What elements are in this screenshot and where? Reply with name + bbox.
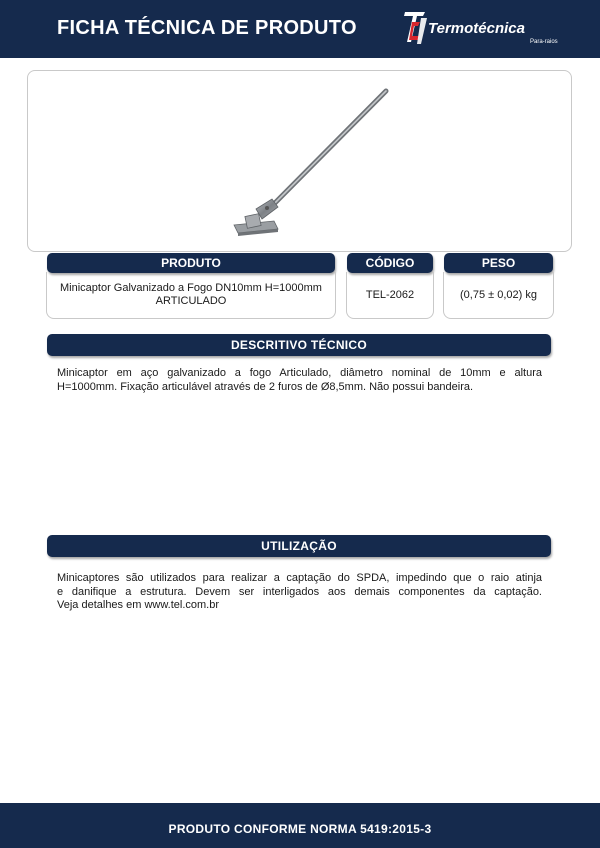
product-image-frame [27,70,572,252]
codigo-value: TEL-2062 [365,288,415,301]
codigo-header: CÓDIGO [347,253,433,273]
brand-tagline: Para-raios [530,39,558,45]
header-bar [0,0,600,58]
norma-compliance-text: PRODUTO CONFORME NORMA 5419:2015-3 [168,822,432,836]
descritivo-line-1: Minicaptor em aço galvanizado a fogo Articulado, diâmetro nominal de 10mm e altura [57,367,542,379]
utilizacao-line-1: Minicaptores são utilizados para realizar a captação do SPDA, impedindo que o raio atinja [57,572,542,584]
utilizacao-line-3: Veja detalhes em www.tel.com.br [57,599,220,611]
codigo-cell [346,272,434,319]
descritivo-text [57,367,542,394]
brand-name: Termotécnica [428,20,525,37]
minicaptor-product-image [28,71,573,253]
descritivo-line-2: H=1000mm. Fixação articulável através de 2 furos de Ø8,5mm. Não possui bandeira. [57,380,474,393]
produto-cell [46,272,336,319]
peso-cell [443,272,554,319]
peso-header: PESO [444,253,553,273]
descritivo-header: DESCRITIVO TÉCNICO [47,334,551,356]
produto-header: PRODUTO [47,253,335,273]
tel-logo-icon [403,8,429,46]
utilizacao-text [57,572,542,613]
termotecnica-logo [403,8,563,48]
utilizacao-line-2: e danifique a estrutura. Devem ser interligados aos demais componentes da captação. [57,585,542,598]
peso-value: (0,75 ± 0,02) kg [460,288,537,301]
document-title: FICHA TÉCNICA DE PRODUTO [57,17,357,39]
utilizacao-header: UTILIZAÇÃO [47,535,551,557]
produto-value-line2: ARTICULADO [155,295,227,307]
footer-bar [0,803,600,848]
produto-value-line1: Minicaptor Galvanizado a Fogo DN10mm H=1000mm [60,282,322,294]
